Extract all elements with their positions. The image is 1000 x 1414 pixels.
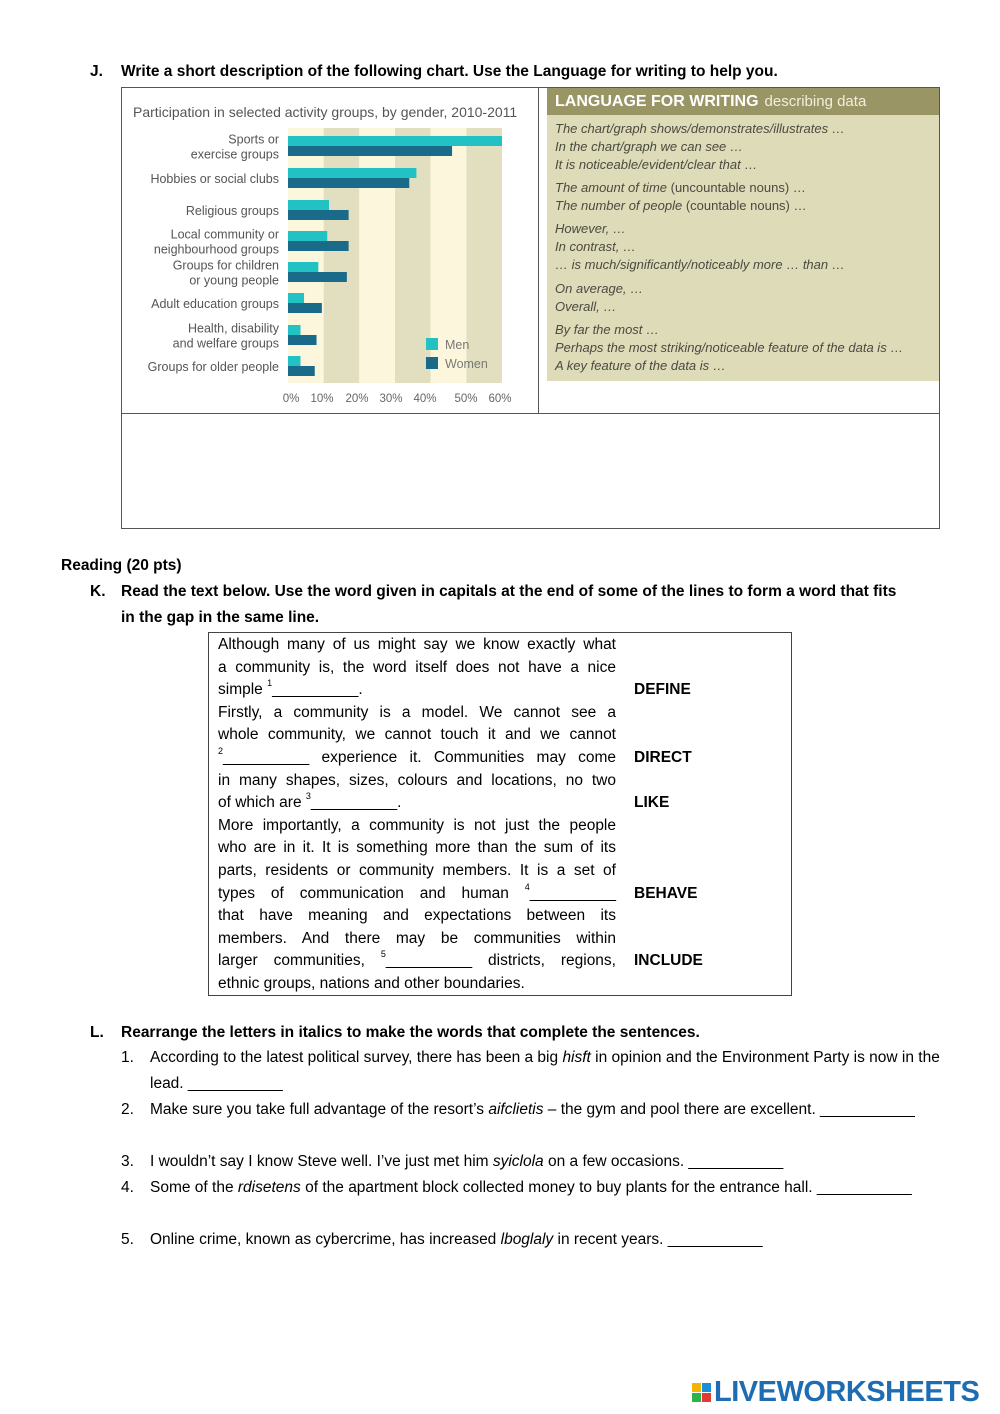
category-label: Groups for older people bbox=[147, 360, 279, 374]
bar-women bbox=[288, 366, 315, 376]
sentence-item[interactable] bbox=[150, 1097, 950, 1123]
bar-women bbox=[288, 241, 349, 251]
lfw-phrase bbox=[555, 157, 757, 172]
text-line bbox=[218, 678, 616, 699]
category-label: Religious groups bbox=[185, 204, 279, 218]
x-tick-label: 50% bbox=[454, 393, 478, 405]
phrase-italic: Perhaps the most striking/noticeable feature of the data is … bbox=[555, 340, 904, 355]
bar-men bbox=[288, 262, 318, 272]
sentence-item[interactable] bbox=[150, 1045, 950, 1097]
x-tick-label: 60% bbox=[488, 393, 512, 405]
chart-band bbox=[359, 128, 395, 383]
sentence-text: I wouldn’t say I know Steve well. I’ve just met him bbox=[150, 1153, 493, 1170]
lfw-phrase bbox=[555, 221, 626, 236]
category-label: Sports or bbox=[228, 132, 279, 147]
text-line bbox=[218, 659, 616, 677]
sentence-text-answer-blank[interactable]: in recent years. ___________ bbox=[553, 1231, 763, 1248]
text-line bbox=[218, 817, 616, 835]
x-tick-label: 40% bbox=[413, 393, 437, 405]
sentence-text-answer-blank[interactable]: – the gym and pool there are excellent. ___________ bbox=[543, 1101, 915, 1118]
section-k-instruction-cont: in the gap in the same line. bbox=[121, 609, 320, 626]
line-text: ethnic groups, nations and other boundaries. bbox=[218, 975, 525, 992]
x-tick-label: 30% bbox=[379, 393, 403, 405]
bar-women bbox=[288, 178, 409, 188]
phrase-italic: By far the most … bbox=[555, 322, 660, 337]
keyword: DIRECT bbox=[634, 749, 692, 766]
bar-men bbox=[288, 293, 304, 303]
text-line bbox=[218, 726, 616, 744]
lfw-subtitle: describing data bbox=[764, 93, 867, 110]
line-text: whole community, we cannot touch it and we cannot bbox=[218, 726, 616, 744]
gap-text[interactable]: __________. bbox=[310, 794, 402, 812]
bar-women bbox=[288, 335, 317, 345]
section-k-instruction: Read the text below. Use the word given in capitals at the end of some of the lines to form a word that fits bbox=[121, 583, 897, 600]
line-text: larger communities, bbox=[218, 952, 381, 970]
text-line bbox=[218, 975, 616, 993]
bar-women bbox=[288, 303, 322, 313]
text-line bbox=[218, 746, 616, 767]
x-tick-label: 20% bbox=[345, 393, 369, 405]
phrase-note: (countable nouns) … bbox=[682, 198, 807, 213]
phrase-italic: It is noticeable/evident/clear that … bbox=[555, 157, 758, 172]
gap-number: 3 bbox=[305, 791, 311, 802]
lfw-phrase bbox=[555, 257, 845, 272]
text-line bbox=[218, 881, 616, 903]
lfw-phrase bbox=[555, 281, 643, 296]
phrase-italic: On average, … bbox=[555, 281, 644, 296]
scrambled-word: syiclola bbox=[492, 1153, 544, 1170]
category-label: Hobbies or social clubs bbox=[150, 172, 279, 186]
phrase-note: (uncountable nouns) … bbox=[667, 180, 806, 195]
sentence-text: According to the latest political survey, there has been a big bbox=[150, 1049, 563, 1066]
lfw-phrase bbox=[555, 239, 636, 254]
category-label: Adult education groups bbox=[151, 297, 279, 311]
sentence-text: Online crime, known as cybercrime, has increased bbox=[150, 1231, 501, 1248]
category-label: Local community or bbox=[170, 227, 279, 242]
phrase-italic: In the chart/graph we can see … bbox=[555, 139, 743, 154]
line-text: members. And there may be communities within bbox=[218, 929, 616, 947]
gap-text[interactable]: __________ experience it. Communities may come bbox=[223, 749, 616, 766]
category-label: and welfare groups bbox=[172, 336, 279, 351]
item-number: 2. bbox=[121, 1101, 134, 1118]
chart-band bbox=[395, 128, 431, 383]
reading-heading: Reading (20 pts) bbox=[61, 557, 182, 574]
text-line bbox=[218, 772, 616, 790]
bar-men bbox=[288, 200, 329, 210]
phrase-italic: A key feature of the data is … bbox=[555, 358, 726, 373]
section-l-instruction: Rearrange the letters in italics to make the words that complete the sentences. bbox=[121, 1024, 700, 1041]
lfw-title: LANGUAGE FOR WRITING bbox=[555, 93, 759, 110]
lfw-phrase bbox=[555, 198, 807, 213]
chart-title: Participation in selected activity groups, by gender, 2010-2011 bbox=[133, 104, 518, 120]
line-text: types of communication and human bbox=[218, 884, 525, 902]
legend-swatch-men bbox=[426, 338, 438, 350]
category-label: neighbourhood groups bbox=[153, 242, 279, 257]
bar-men bbox=[288, 136, 502, 146]
gap-number: 2 bbox=[218, 746, 224, 756]
item-number: 1. bbox=[121, 1049, 134, 1066]
x-tick-label: 0% bbox=[282, 393, 300, 405]
gap-number: 4 bbox=[524, 881, 530, 892]
legend-label: Women bbox=[445, 357, 488, 371]
answer-writing-area[interactable] bbox=[122, 414, 938, 527]
line-text: a community is, the word itself does not have a nice bbox=[218, 658, 616, 676]
sentence-text-answer-blank[interactable]: in opinion and the Environment Party is now in the lead. ___________ bbox=[150, 1049, 940, 1092]
scrambled-word: aifclietis bbox=[488, 1101, 544, 1118]
lfw-header bbox=[547, 88, 939, 115]
text-line bbox=[218, 862, 616, 880]
text-line bbox=[218, 907, 616, 925]
gap-text[interactable]: __________ districts, regions, bbox=[385, 952, 616, 970]
phrase-italic: In contrast, … bbox=[555, 239, 636, 254]
item-number: 3. bbox=[121, 1153, 134, 1170]
line-text: that have meaning and expectations between its bbox=[218, 907, 616, 925]
gap-text[interactable]: __________ bbox=[529, 884, 616, 902]
bar-men bbox=[288, 168, 416, 178]
line-text: More importantly, a community is not just the people bbox=[218, 816, 616, 834]
lfw-phrase bbox=[555, 322, 659, 337]
sentence-text: Some of the bbox=[150, 1179, 238, 1196]
keyword: LIKE bbox=[634, 794, 670, 812]
logo-text: LIVEWORKSHEETS bbox=[714, 1376, 980, 1408]
language-for-writing-box bbox=[547, 88, 939, 381]
phrase-italic: The number of people bbox=[555, 198, 683, 213]
section-l-letter: L. bbox=[90, 1024, 104, 1041]
phrase-italic: … is much/significantly/noticeably more … than … bbox=[555, 257, 845, 272]
phrase-italic: The chart/graph shows/demonstrates/illustrates … bbox=[555, 121, 845, 136]
sentence-text: Make sure you take full advantage of the resort’s bbox=[150, 1101, 489, 1118]
sentence-text-answer-blank[interactable]: on a few occasions. ___________ bbox=[543, 1153, 784, 1170]
x-tick-label: 10% bbox=[310, 393, 334, 405]
legend-label: Men bbox=[445, 338, 470, 352]
phrase-italic: Overall, … bbox=[555, 299, 617, 314]
line-text: in many shapes, sizes, colours and locations, no two bbox=[218, 771, 616, 789]
keyword: INCLUDE bbox=[634, 952, 703, 970]
item-number: 5. bbox=[121, 1231, 134, 1248]
bar-women bbox=[288, 272, 347, 282]
line-text: simple bbox=[218, 681, 268, 699]
liveworksheets-logo bbox=[692, 1376, 979, 1409]
bar-women bbox=[288, 210, 349, 220]
category-label: or young people bbox=[189, 273, 279, 288]
text-line bbox=[218, 930, 616, 948]
category-label: exercise groups bbox=[190, 147, 279, 162]
phrase-italic: However, … bbox=[555, 221, 626, 236]
text-line bbox=[218, 791, 616, 812]
line-text: parts, residents or community members. It is a set of bbox=[218, 862, 616, 879]
section-j-instruction: Write a short description of the following chart. Use the Language for writing to help you. bbox=[121, 63, 778, 80]
line-text: who are in it. It is something more than the sum of its bbox=[218, 839, 616, 857]
text-line bbox=[218, 949, 616, 970]
gap-text[interactable]: __________. bbox=[272, 681, 363, 699]
text-line bbox=[218, 636, 616, 654]
item-number: 4. bbox=[121, 1179, 134, 1196]
line-text: Firstly, a community is a model. We cannot see a bbox=[218, 703, 616, 721]
lfw-phrase bbox=[555, 340, 903, 355]
scrambled-word: lboglaly bbox=[500, 1231, 554, 1248]
bar-chart bbox=[0, 0, 540, 412]
line-text: Although many of us might say we know exactly what bbox=[218, 636, 616, 653]
text-line bbox=[218, 704, 616, 722]
logo-icon bbox=[692, 1383, 711, 1402]
lfw-phrase bbox=[555, 121, 845, 136]
scrambled-word: hisft bbox=[562, 1049, 591, 1066]
lfw-phrase bbox=[555, 299, 616, 314]
gap-number: 1 bbox=[267, 678, 273, 689]
category-label: Groups for children bbox=[172, 258, 279, 273]
section-j-letter: J. bbox=[90, 63, 103, 80]
lfw-phrase bbox=[555, 180, 806, 195]
keyword: DEFINE bbox=[634, 681, 691, 699]
text-line bbox=[218, 839, 616, 857]
sentence-item[interactable] bbox=[150, 1175, 950, 1201]
legend-swatch-women bbox=[426, 357, 438, 369]
chart-band bbox=[324, 128, 360, 383]
gap-number: 5 bbox=[380, 949, 386, 960]
sentence-text-answer-blank[interactable]: of the apartment block collected money to buy plants for the entrance hall. ___________ bbox=[300, 1179, 912, 1196]
word-formation-table bbox=[208, 632, 792, 996]
scrambled-word: rdisetens bbox=[237, 1179, 301, 1196]
bar-men bbox=[288, 231, 327, 241]
chart-band bbox=[466, 128, 502, 383]
phrase-italic: The amount of time bbox=[555, 180, 667, 195]
category-label: Health, disability bbox=[187, 321, 279, 336]
bar-women bbox=[288, 146, 452, 156]
line-text: of which are bbox=[218, 794, 306, 812]
bar-men bbox=[288, 325, 300, 335]
lfw-phrase bbox=[555, 139, 743, 154]
section-k-letter: K. bbox=[90, 583, 106, 600]
bar-men bbox=[288, 356, 300, 366]
lfw-phrase bbox=[555, 358, 726, 373]
keyword: BEHAVE bbox=[634, 884, 698, 902]
sentence-item[interactable] bbox=[150, 1149, 950, 1175]
sentence-item[interactable] bbox=[150, 1227, 950, 1253]
